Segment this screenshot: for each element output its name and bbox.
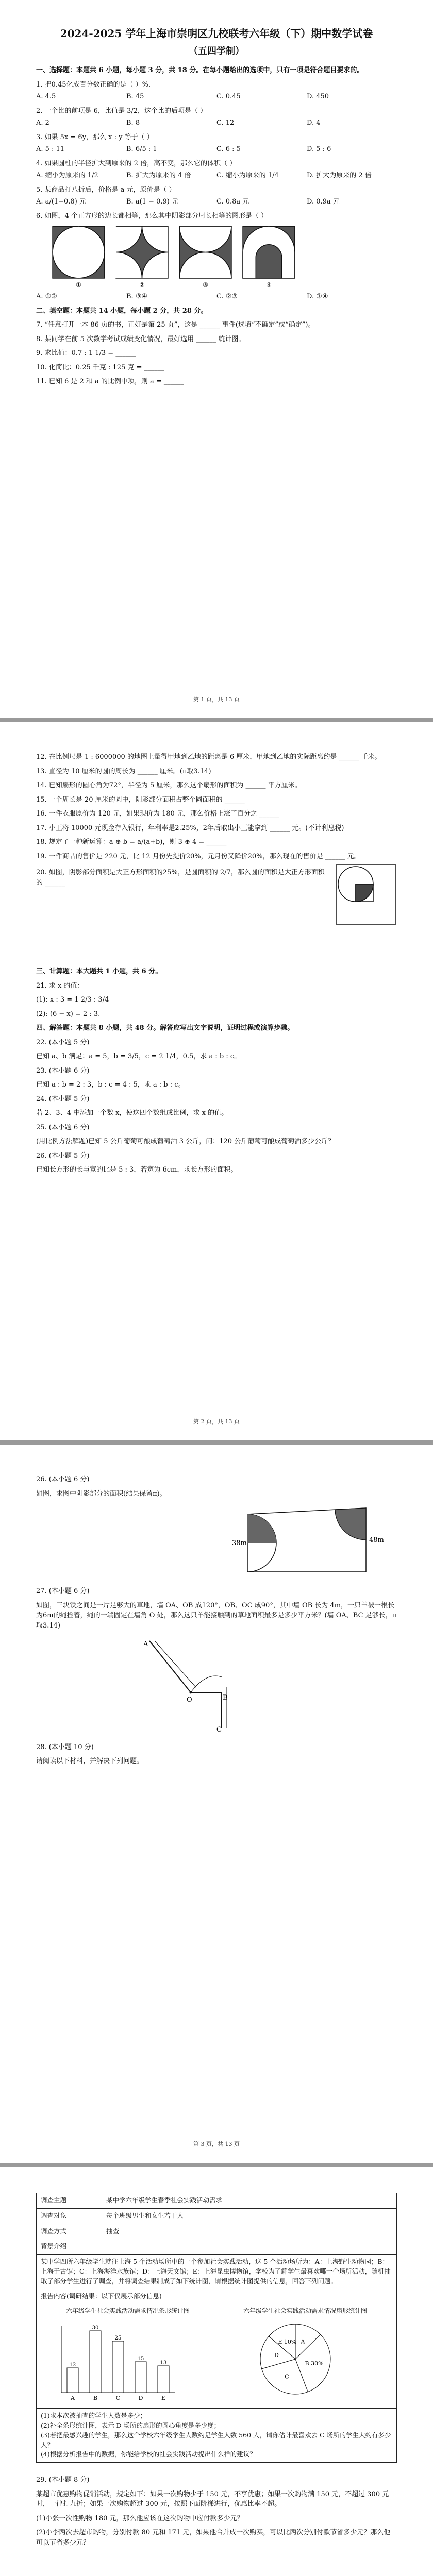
report-value: 抽查 <box>102 2224 397 2239</box>
option: B. 8 <box>126 119 140 127</box>
question-1-options <box>36 92 397 102</box>
option: D. ①④ <box>307 293 328 300</box>
bar <box>67 2368 78 2393</box>
figure-caption: ④ <box>266 281 272 289</box>
option: C. 0.8a 元 <box>216 198 249 206</box>
question-29-part-1: (1)小张一次性购物 180 元，那么他应该在这次购物中应付款多少元？ <box>36 2514 244 2522</box>
question-20: 20. 如图，阴影部分面积是大正方形面积的25%，是圆面积的 2/7，那么圆的面积是大正方形面积的 ______ <box>36 869 325 887</box>
question-23-heading: 23. (本小题 6 分) <box>36 1066 90 1075</box>
question-3: 3. 如果 5x = 6y，那么 x : y 等于（ ） <box>36 133 154 141</box>
square-circle-overlap-figure <box>335 863 397 925</box>
pie-chart-title: 六年级学生社会实践活动需求情况扇形统计图 <box>243 2307 367 2314</box>
option: C. 6 : 5 <box>216 145 241 153</box>
question-5-options <box>36 197 397 207</box>
table-row <box>37 2409 397 2463</box>
question-22-body: 已知 a、b 满足：a = 5，b = 3/5，c = 2 1/4，0.5，求 a : b : c。 <box>36 1053 241 1060</box>
question-24-heading: 24. (本小题 5 分) <box>36 1095 90 1103</box>
page-1 <box>0 0 433 718</box>
page-footer: 第 1 页，共 13 页 <box>193 696 240 703</box>
page-4 <box>0 2167 433 2576</box>
point-a-label: A <box>143 1640 148 1648</box>
square-concave-star-figure <box>115 225 169 279</box>
question-25-body: (用比例方法解题)已知 5 公斤葡萄可酿成葡萄酒 3 公斤，问：120 公斤葡萄可酿成葡萄酒多少公斤？ <box>36 1138 335 1145</box>
square-arch-figure <box>242 225 296 279</box>
bar-chart-title: 六年级学生社会实践活动需求情况条形统计图 <box>65 2307 190 2314</box>
question-23-body: 已知 a : b = 2 : 3，b : c = 4 : 5，求 a : b : c。 <box>36 1081 185 1089</box>
bar <box>112 2341 124 2393</box>
question-4: 4. 如果圆柱的半径扩大到原来的 2 倍，高不变，那么它的体积（ ） <box>36 159 237 167</box>
report-question-1: (1)求本次被抽查的学生人数是多少； <box>41 2412 147 2420</box>
question-18: 18. 规定了一种新运算：a ⊕ b = a/(a+b)，则 3 ⊕ 4 = ______ <box>36 838 227 846</box>
option: C. 缩小为原来的 1/4 <box>216 172 279 179</box>
figure-caption: ② <box>139 281 145 289</box>
bar-value-label: 15 <box>137 2355 144 2362</box>
bar-chart <box>41 2315 195 2403</box>
question-3-options <box>36 144 397 155</box>
pie-slice-label: B 30% <box>305 2360 324 2367</box>
question-28-body: 请阅读以下材料，并解决下列问题。 <box>36 1757 144 1765</box>
label-48m: 48m <box>369 1536 384 1544</box>
table-row <box>37 2239 397 2255</box>
report-question-2: (2)补全条形统计图，表示 D 场所的扇形的圆心角度是多少度； <box>41 2421 221 2430</box>
question-27-heading: 27. (本小题 6 分) <box>36 1587 90 1595</box>
option: B. 45 <box>126 93 144 100</box>
option: C. ②③ <box>216 293 238 300</box>
label-38m: 38m <box>232 1539 247 1547</box>
figure-4 <box>242 225 296 290</box>
question-8: 8. 某同学在前 5 次数学考试成绩变化情况，最好选用 ______ 统计图。 <box>36 335 245 343</box>
charts-row <box>41 2307 392 2405</box>
square-four-quarter-arcs-figure <box>52 225 106 279</box>
question-25-heading: 25. (本小题 6 分) <box>36 1123 90 1131</box>
question-19: 19. 一件商品的售价是 220 元，比 12 月份先提价20%，元月份又降价20%，那么现在的售价是 ______ 元。 <box>36 852 361 860</box>
pie-slice-label: E 10% <box>278 2338 297 2345</box>
question-21: 21. 求 x 的值： <box>36 981 84 990</box>
bar-value-label: 12 <box>69 2362 76 2368</box>
question-7: 7. “任意打开一本 86 页的书，正好是第 25 页”，这是 ______ 事件(选填“不确定”或“确定”)。 <box>36 321 315 329</box>
page-footer: 第 3 页，共 13 页 <box>193 2140 240 2147</box>
report-charts-cell <box>37 2304 397 2409</box>
table-row <box>37 2208 397 2224</box>
question-22-heading: 22. (本小题 5 分) <box>36 1038 90 1046</box>
table-row <box>37 2255 397 2289</box>
option: C. 12 <box>216 119 235 127</box>
question-12: 12. 在比例尺是 1 : 6000000 的地图上量得甲地到乙地的距离是 6 厘米，甲地到乙地的实际距离约是 ______ 千米。 <box>36 753 381 761</box>
question-27-figure-wrap <box>139 1636 397 1737</box>
report-value: 某中学六年级学生春季社会实践活动需求 <box>102 2193 397 2209</box>
question-1: 1. 把0.45化成百分数正确的是（ ）%. <box>36 80 151 89</box>
option: C. 0.45 <box>216 93 241 100</box>
square-semicircle-figure <box>178 225 232 279</box>
question-13: 13. 直径为 10 厘米的圆的周长为 ______ 厘米。(π取3.14) <box>36 767 211 775</box>
report-background-label: 背景介绍 <box>37 2239 397 2255</box>
figure-caption: ③ <box>203 281 208 289</box>
bar-chart-block <box>41 2307 215 2405</box>
question-6-figures <box>52 225 397 290</box>
report-key: 调查主题 <box>37 2193 102 2209</box>
question-21-part-1: (1): x : 3 = 1 2/3 : 3/4 <box>36 996 109 1004</box>
question-10: 10. 化简比：0.25 千克 : 125 克 = ______ <box>36 363 164 371</box>
option: A. 5 : 11 <box>36 145 65 153</box>
question-26a-body: 已知长方形的长与宽的比是 5 : 3，若宽为 6cm，求长方形的面积。 <box>36 1166 238 1174</box>
x-tick-label: C <box>115 2394 121 2401</box>
figure-1 <box>52 225 106 290</box>
pie-slice-label: A <box>301 2338 305 2345</box>
figure-caption: ① <box>76 281 81 289</box>
question-24-body: 若 2、3、4 中添加一个数 x，使这四个数组成比例，求 x 的值。 <box>36 1109 228 1117</box>
option: D. 扩大为原来的 2 倍 <box>307 172 372 179</box>
table-row <box>37 2193 397 2209</box>
option: D. 4 <box>307 119 321 127</box>
point-b-label: B <box>223 1694 228 1702</box>
table-row <box>37 2289 397 2304</box>
option: B. 6/5 : 1 <box>126 145 157 153</box>
x-tick-label: E <box>161 2394 166 2401</box>
option: A. 缩小为原来的 1/2 <box>36 172 98 179</box>
option: A. 2 <box>36 119 49 127</box>
bar-value-label: 13 <box>160 2360 167 2366</box>
bar-value-label: 25 <box>114 2335 122 2341</box>
x-tick-label: D <box>138 2394 143 2401</box>
option: D. 0.9a 元 <box>307 198 340 206</box>
option: D. 450 <box>307 93 329 100</box>
wall-corner-figure <box>139 1636 273 1734</box>
exam-title: 2024-2025 学年上海市崇明区九校联考六年级（下）期中数学试卷 <box>60 27 373 40</box>
bar-value-label: 30 <box>92 2325 99 2331</box>
report-key: 调查对象 <box>37 2208 102 2224</box>
option: A. ①② <box>36 293 57 300</box>
question-5: 5. 某商品打八折后，价格是 a 元，原价是（ ） <box>36 185 176 194</box>
bar <box>135 2362 146 2393</box>
bar <box>158 2366 169 2393</box>
option: A. 4.5 <box>36 93 56 100</box>
question-15: 15. 一个周长是 20 厘米的圆中，阴影部分面积占整个圆面积的 ______ <box>36 795 245 804</box>
section-4-heading: 四、解答题：本题共 8 小题，共 48 分。解答应写出文字说明，证明过程或演算步骤。 <box>36 1024 294 1032</box>
question-17: 17. 小王将 10000 元现金存入银行，年利率是2.25%，2年后取出小王能拿到 ______ 元。(不计利息税) <box>36 824 344 832</box>
option: B. a(1 − 0.9) 元 <box>126 198 178 206</box>
question-14: 14. 已知扇形的圆心角为72°，半径为 5 厘米，那么这个扇形的面积为 ______ 平方厘米。 <box>36 782 302 789</box>
table-row <box>37 2304 397 2409</box>
question-26-figure-wrap <box>36 1504 387 1576</box>
question-11: 11. 已知 6 是 2 和 a 的比例中项，则 a = ______ <box>36 378 184 385</box>
question-9: 9. 求比值：0.7 : 1 1/3 = ______ <box>36 349 136 357</box>
section-3-heading: 三、计算题：本大题共 1 小题，共 6 分。 <box>36 968 162 975</box>
question-26a-heading: 26. (本小题 5 分) <box>36 1151 90 1160</box>
x-tick-label: B <box>93 2394 98 2401</box>
table-row <box>37 2224 397 2239</box>
figure-2 <box>115 225 169 290</box>
question-29-part-2: (2)小李两次去超市购物，分别付款 80 元和 171 元，如果他合并成一次购买，可以比两次分别付款节省多少元？那么他可以节省多少元？ <box>36 2529 391 2547</box>
pie-chart-block <box>218 2307 392 2405</box>
report-background-text: 某中学四所六年级学生就往上海 5 个活动场所中的一个参加社会实践活动，这 5 个活动场所为：A：上海野生动物园；B：上海于古馆；C：上海海洋水族馆；D：上海天文馆；E：上海昆虫博物馆，学校为了解学生最喜欢哪一个场所活动，随机抽取了部分学生进行了调查，并将调查结果制成了如下统计图，请根据统计图提供的信息，回答下列问题。 <box>37 2255 397 2289</box>
report-questions-cell <box>37 2409 397 2463</box>
page-footer: 第 2 页，共 13 页 <box>193 1418 240 1425</box>
page-2 <box>0 722 433 1440</box>
question-21-part-2: (2): (6 − x) = 2 : 3. <box>36 1010 101 1018</box>
question-29-heading: 29. (本小题 8 分) <box>36 2476 90 2484</box>
report-value: 每个班级男生和女生若干人 <box>102 2208 397 2224</box>
page-3 <box>0 1445 433 2163</box>
section-1-heading: 一、选择题：本题共 6 小题，每小题 3 分，共 18 分。在每小题给出的选项中，只有一项是符合题目要求的。 <box>36 66 364 74</box>
pie-slice-label: D <box>274 2351 279 2359</box>
pie-chart <box>218 2315 373 2403</box>
figure-3 <box>178 225 232 290</box>
pie-slice-label: C <box>285 2373 289 2380</box>
exam-subtitle: （五四学制） <box>189 46 244 57</box>
question-28-heading: 28. (本小题 10 分) <box>36 1743 94 1751</box>
question-6: 6. 如图，4 个正方形的边长都相等，那么其中阴影部分周长相等的图形是（ ） <box>36 212 268 220</box>
question-16: 16. 一件衣服原价为 120 元，如果现价为 180 元，那么价格上涨了百分之 ______ <box>36 810 280 818</box>
point-c-label: C <box>216 1726 222 1734</box>
question-26-heading: 26. (本小题 6 分) <box>36 1476 90 1483</box>
bar <box>90 2331 101 2393</box>
question-6-options <box>36 292 397 302</box>
point-o-label: O <box>187 1696 192 1704</box>
question-2-options <box>36 118 397 128</box>
survey-report-table <box>36 2193 397 2463</box>
question-26-body: 如图，求图中阴影部分的面积(结果保留π)。 <box>36 1489 166 1498</box>
question-27-body: 如图，三块铁之间是一片足够大的草地，墙 OA、OB 成120°，OB、OC 成90°，其中墙 OB 长为 4m，一只羊被一根长为6m的绳拴着，绳的一端固定在墙角 O 处，那么这只羊能接触到的草地面积最多是多少平方米？(墙 OA、BC 足够长，π取3.14) <box>36 1601 397 1630</box>
question-4-options <box>36 171 397 181</box>
report-key: 调查方式 <box>37 2224 102 2239</box>
report-question-3: (3)若把最感兴趣的学生，那么这个学校六年级学生人数约是学生人数 560 人，请你估计最喜欢去 C 场所的学生大约有多少人？ <box>41 2431 391 2449</box>
trapezoid-semicircle-figure <box>216 1504 387 1576</box>
question-20-block <box>36 863 397 925</box>
option: B. 扩大为原来的 4 倍 <box>126 172 191 179</box>
section-2-heading: 二、填空题：本题共 14 小题，每小题 2 分，共 28 分。 <box>36 307 208 315</box>
option: B. ③④ <box>126 293 148 300</box>
report-question-4: (4)根据分析报告中的数据，你能给学校的社会实践活动提出什么样的建议？ <box>41 2450 256 2459</box>
report-result-label: 报告内容(调研结果：以下仅展示部分信息) <box>37 2289 397 2304</box>
option: D. 5 : 6 <box>307 145 331 153</box>
x-tick-label: A <box>71 2394 75 2401</box>
question-29-body: 某超市优惠购物促销活动，规定如下：如果一次购物少于 150 元，不享优惠；如果一次购物满 150 元，不超过 300 元时，一律打九折；如果一次购物超过 300 元，按照下面阶梯进行，优惠比率不超。 <box>36 2490 389 2509</box>
option: A. a/(1−0.8) 元 <box>36 198 86 206</box>
question-2: 2. 一个比的前项是 6，比值是 3/2，这个比的后项是（ ） <box>36 107 207 115</box>
